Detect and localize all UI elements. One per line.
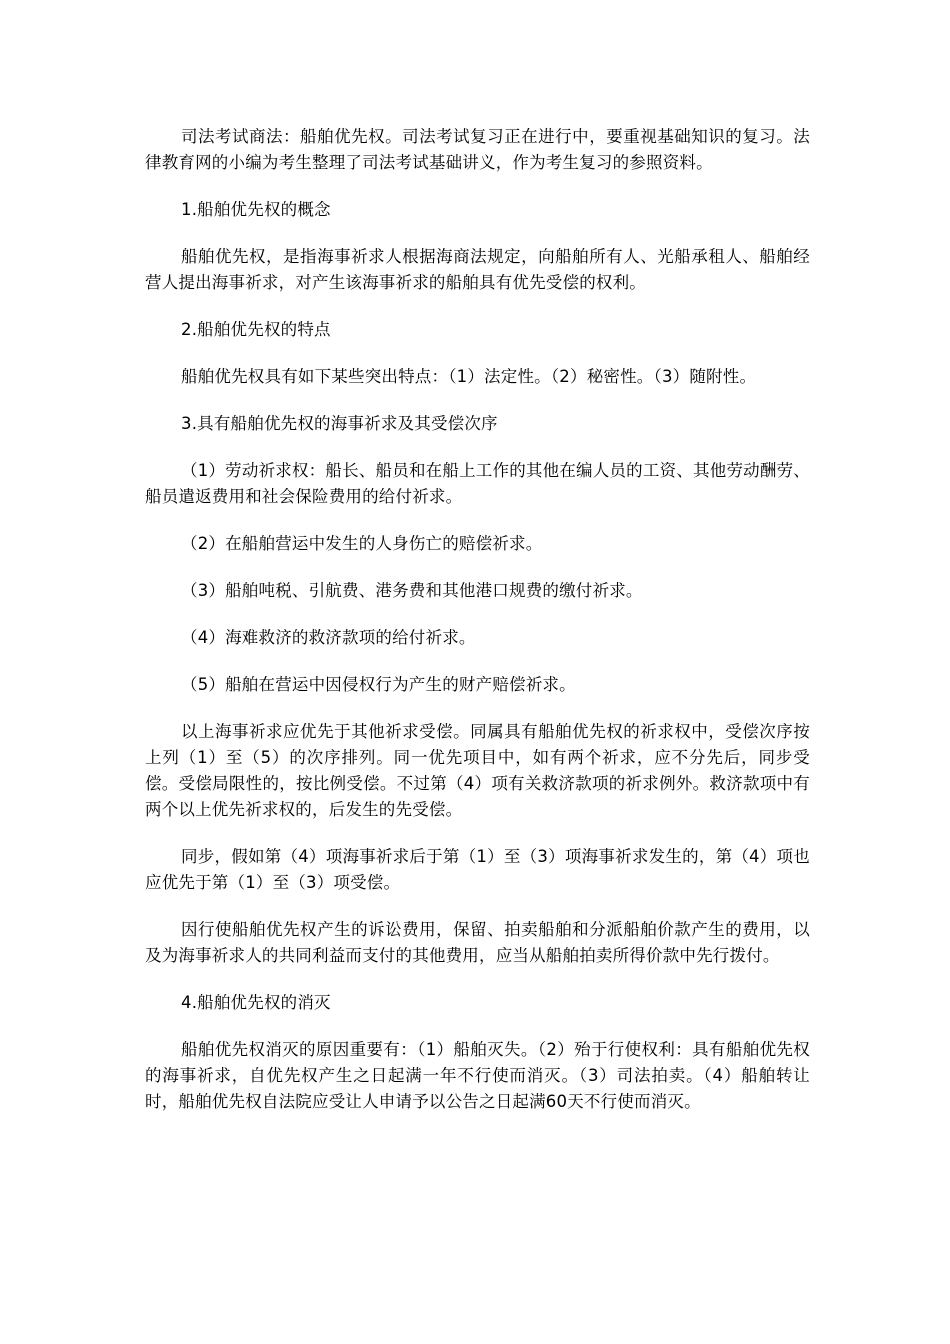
list-item-claim-5: （5）船舶在营运中因侵权行为产生的财产赔偿祈求。 [181, 675, 576, 694]
paragraph-extinction: 船舶优先权消灭的原因重要有：（1）船舶灭失。（2）殆于行使权利：具有船舶优先权的海事祈求，自优先权产生之日起满一年不行使而消灭。（3）司法拍卖。（4）船舶转让时，船舶优先权自法院应受让人申请予以公告之日起满60天不行使而消灭。 [145, 1040, 810, 1111]
document-body [145, 124, 810, 1115]
paragraph-definition: 船舶优先权，是指海事祈求人根据海商法规定，向船舶所有人、光船承租人、船舶经营人提出海事祈求，对产生该海事祈求的船舶具有优先受偿的权利。 [145, 247, 810, 292]
section-heading-3: 3.具有船舶优先权的海事祈求及其受偿次序 [181, 414, 498, 433]
list-item-claim-2: （2）在船舶营运中发生的人身伤亡的赔偿祈求。 [181, 534, 543, 553]
intro-paragraph: 司法考试商法：船舶优先权。司法考试复习正在进行中，要重视基础知识的复习。法律教育网的小编为考生整理了司法考试基础讲义，作为考生复习的参照资料。 [145, 127, 810, 172]
paragraph-item4-exception: 同步，假如第（4）项海事祈求后于第（1）至（3）项海事祈求发生的，第（4）项也应优先于第（1）至（3）项受偿。 [145, 847, 810, 892]
paragraph-features: 船舶优先权具有如下某些突出特点：（1）法定性。（2）秘密性。（3）随附性。 [181, 367, 757, 386]
list-item-claim-1: （1）劳动祈求权：船长、船员和在船上工作的其他在编人员的工资、其他劳动酬劳、船员遣返费用和社会保险费用的给付祈求。 [145, 461, 810, 506]
section-heading-1: 1.船舶优先权的概念 [181, 200, 331, 219]
list-item-claim-3: （3）船舶吨税、引航费、港务费和其他港口规费的缴付祈求。 [181, 581, 643, 600]
paragraph-costs: 因行使船舶优先权产生的诉讼费用，保留、拍卖船舶和分派船舶价款产生的费用，以及为海事祈求人的共同利益而支付的其他费用，应当从船舶拍卖所得价款中先行拨付。 [145, 920, 810, 965]
list-item-claim-4: （4）海难救济的救济款项的给付祈求。 [181, 628, 476, 647]
section-heading-4: 4.船舶优先权的消灭 [181, 993, 331, 1012]
paragraph-priority-order: 以上海事祈求应优先于其他祈求受偿。同属具有船舶优先权的祈求权中，受偿次序按上列（1）至（5）的次序排列。同一优先项目中，如有两个祈求，应不分先后，同步受偿。受偿局限性的，按比例受偿。不过第（4）项有关救济款项的祈求例外。救济款项中有两个以上优先祈求权的，后发生的先受偿。 [145, 722, 810, 819]
section-heading-2: 2.船舶优先权的特点 [181, 320, 331, 339]
